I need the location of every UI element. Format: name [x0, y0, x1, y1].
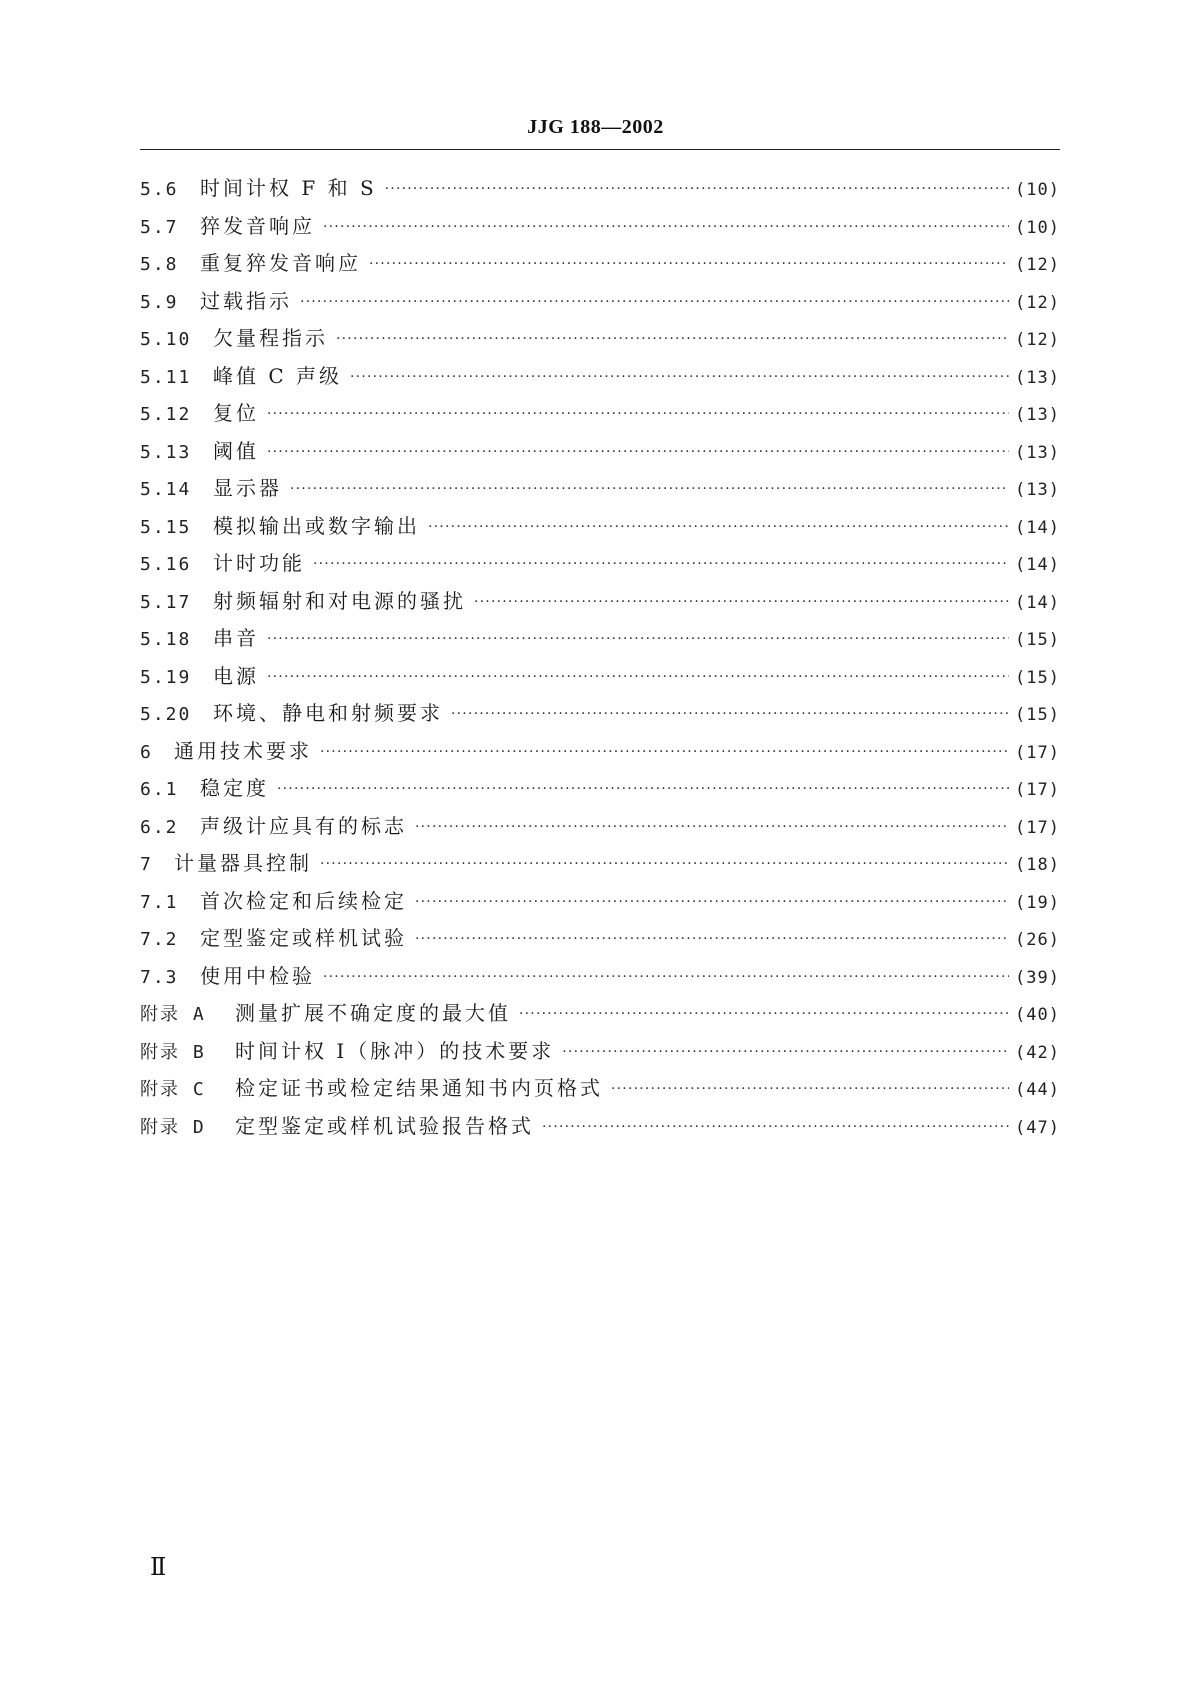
toc-entry-7-2[interactable] — [140, 920, 1060, 958]
toc-number: 附录 A — [140, 1004, 206, 1025]
table-of-contents — [140, 170, 1060, 1145]
toc-number: 7.1 — [140, 891, 179, 913]
toc-page-number: (17) — [1015, 742, 1060, 763]
toc-leader-dots — [415, 921, 1009, 959]
toc-entry-appendix-c[interactable] — [140, 1070, 1060, 1108]
toc-title: 计量器具控制 — [174, 851, 312, 875]
toc-leader-dots — [519, 996, 1009, 1034]
toc-number: 5.12 — [140, 404, 192, 425]
toc-number: 5.9 — [140, 291, 179, 313]
toc-entry-appendix-b[interactable] — [140, 1033, 1060, 1071]
toc-title: 时间计权 I（脉冲）的技术要求 — [235, 1038, 555, 1063]
toc-title: 阈值 — [213, 438, 259, 463]
toc-title: 通用技术要求 — [174, 738, 312, 763]
toc-number: 5.18 — [140, 629, 192, 650]
toc-number: 5.11 — [140, 366, 192, 388]
toc-leader-dots — [320, 846, 1009, 884]
toc-page-number: (15) — [1015, 705, 1060, 725]
toc-page-number: (13) — [1015, 405, 1060, 425]
toc-leader-dots — [267, 621, 1009, 659]
toc-number: 附录 B — [140, 1041, 206, 1063]
toc-page-number: (15) — [1015, 667, 1060, 688]
toc-title: 计时功能 — [213, 551, 305, 575]
toc-entry-5-8[interactable] — [140, 245, 1060, 283]
toc-page-number: (13) — [1015, 367, 1060, 388]
toc-leader-dots — [350, 359, 1009, 397]
toc-leader-dots — [451, 696, 1009, 734]
toc-number: 6.2 — [140, 816, 179, 838]
toc-entry-5-15[interactable] — [140, 508, 1060, 546]
toc-number: 5.17 — [140, 591, 192, 613]
toc-page-number: (39) — [1015, 967, 1060, 988]
toc-leader-dots — [277, 771, 1009, 809]
toc-leader-dots — [320, 734, 1009, 772]
toc-entry-5-17[interactable] — [140, 583, 1060, 621]
toc-leader-dots — [415, 809, 1009, 847]
toc-title: 复位 — [213, 401, 259, 425]
toc-title: 欠量程指示 — [213, 326, 328, 350]
toc-page-number: (12) — [1015, 255, 1060, 275]
toc-entry-5-13[interactable] — [140, 433, 1060, 471]
toc-number: 附录 C — [140, 1079, 206, 1100]
toc-title: 电源 — [213, 663, 259, 688]
toc-leader-dots — [542, 1109, 1009, 1147]
toc-entry-5-11[interactable] — [140, 358, 1060, 396]
toc-title: 过载指示 — [200, 288, 292, 313]
toc-page-number: (12) — [1015, 292, 1060, 313]
toc-leader-dots — [474, 584, 1009, 622]
toc-title: 猝发音响应 — [200, 213, 315, 238]
toc-page-number: (13) — [1015, 442, 1060, 463]
toc-number: 5.20 — [140, 704, 192, 725]
toc-page-number: (47) — [1015, 1117, 1060, 1138]
toc-page-number: (42) — [1015, 1042, 1060, 1063]
document-code-header: JJG 188—2002 — [527, 116, 664, 138]
toc-page-number: (18) — [1015, 855, 1060, 875]
toc-leader-dots — [415, 884, 1009, 922]
toc-title: 模拟输出或数字输出 — [213, 513, 420, 538]
toc-number: 5.16 — [140, 554, 192, 575]
toc-leader-dots — [267, 659, 1009, 697]
toc-entry-5-18[interactable] — [140, 620, 1060, 658]
toc-leader-dots — [300, 284, 1009, 322]
toc-entry-appendix-d[interactable] — [140, 1108, 1060, 1146]
toc-title: 定型鉴定或样机试验 — [200, 926, 407, 950]
toc-entry-5-7[interactable] — [140, 208, 1060, 246]
toc-number: 5.7 — [140, 216, 179, 238]
toc-title: 使用中检验 — [200, 963, 315, 988]
toc-leader-dots — [611, 1071, 1009, 1109]
toc-page-number: (26) — [1015, 930, 1060, 950]
toc-number: 附录 D — [140, 1116, 206, 1138]
toc-entry-7-3[interactable] — [140, 958, 1060, 996]
toc-title: 稳定度 — [200, 776, 269, 800]
toc-title: 检定证书或检定结果通知书内页格式 — [235, 1076, 603, 1100]
toc-leader-dots — [323, 959, 1009, 997]
toc-page-number: (14) — [1015, 592, 1060, 613]
toc-number: 6 — [140, 741, 153, 763]
toc-page-number: (44) — [1015, 1080, 1060, 1100]
toc-title: 首次检定和后续检定 — [200, 888, 407, 913]
toc-page-number: (17) — [1015, 817, 1060, 838]
toc-leader-dots — [323, 209, 1009, 247]
toc-page-number: (12) — [1015, 330, 1060, 350]
toc-title: 串音 — [213, 626, 259, 650]
toc-leader-dots — [369, 246, 1009, 284]
toc-title: 声级计应具有的标志 — [200, 813, 407, 838]
toc-entry-5-14[interactable] — [140, 470, 1060, 508]
toc-page-number: (13) — [1015, 480, 1060, 500]
toc-entry-6-1[interactable] — [140, 770, 1060, 808]
toc-number: 5.10 — [140, 329, 192, 350]
toc-number: 5.19 — [140, 666, 192, 688]
toc-number: 5.14 — [140, 479, 192, 500]
toc-entry-6[interactable] — [140, 733, 1060, 771]
toc-title: 射频辐射和对电源的骚扰 — [213, 588, 466, 613]
toc-number: 5.6 — [140, 179, 179, 200]
toc-leader-dots — [385, 171, 1009, 209]
toc-leader-dots — [336, 321, 1009, 359]
toc-entry-appendix-a[interactable] — [140, 995, 1060, 1033]
toc-page-number: (14) — [1015, 555, 1060, 575]
toc-entry-7[interactable] — [140, 845, 1060, 883]
toc-leader-dots — [562, 1034, 1009, 1072]
toc-entry-5-6[interactable] — [140, 170, 1060, 208]
toc-page-number: (19) — [1015, 892, 1060, 913]
toc-leader-dots — [428, 509, 1009, 547]
toc-entry-7-1[interactable] — [140, 883, 1060, 921]
toc-page-number: (10) — [1015, 180, 1060, 200]
toc-title: 峰值 C 声级 — [213, 363, 343, 388]
toc-title: 环境、静电和射频要求 — [213, 701, 443, 725]
toc-leader-dots — [313, 546, 1009, 584]
toc-entry-5-12[interactable] — [140, 395, 1060, 433]
toc-entry-6-2[interactable] — [140, 808, 1060, 846]
toc-title: 重复猝发音响应 — [200, 251, 361, 275]
toc-page-number: (15) — [1015, 630, 1060, 650]
toc-entry-5-20[interactable] — [140, 695, 1060, 733]
toc-page-number: (10) — [1015, 217, 1060, 238]
toc-entry-5-9[interactable] — [140, 283, 1060, 321]
toc-page-number: (14) — [1015, 517, 1060, 538]
toc-number: 6.1 — [140, 779, 179, 800]
toc-number: 5.8 — [140, 254, 179, 275]
toc-page-number: (17) — [1015, 780, 1060, 800]
toc-entry-5-10[interactable] — [140, 320, 1060, 358]
toc-title: 测量扩展不确定度的最大值 — [235, 1001, 511, 1025]
toc-title: 显示器 — [213, 476, 282, 500]
header-divider — [140, 149, 1060, 150]
toc-leader-dots — [267, 434, 1009, 472]
toc-number: 5.13 — [140, 441, 192, 463]
toc-number: 7.2 — [140, 929, 179, 950]
toc-number: 5.15 — [140, 516, 192, 538]
toc-title: 时间计权 F 和 S — [200, 176, 377, 200]
toc-leader-dots — [290, 471, 1009, 509]
toc-page-number: (40) — [1015, 1005, 1060, 1025]
toc-leader-dots — [267, 396, 1009, 434]
toc-title: 定型鉴定或样机试验报告格式 — [235, 1113, 534, 1138]
page-number: Ⅱ — [150, 1555, 167, 1581]
toc-number: 7.3 — [140, 966, 179, 988]
toc-number: 7 — [140, 854, 153, 875]
toc-entry-5-16[interactable] — [140, 545, 1060, 583]
toc-entry-5-19[interactable] — [140, 658, 1060, 696]
